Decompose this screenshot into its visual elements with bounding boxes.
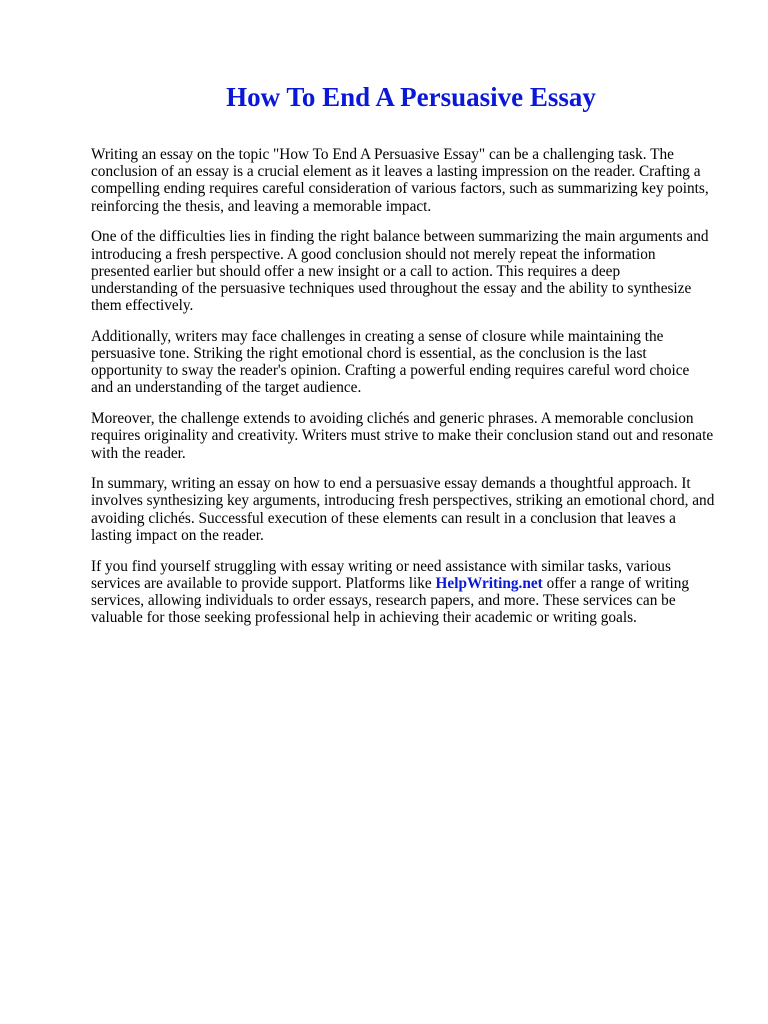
text-line: and an understanding of the target audience.	[91, 379, 362, 397]
text-line: services, allowing individuals to order essays, research papers, and more. These services can be	[91, 591, 676, 609]
text-segment: offer a range of writing	[542, 574, 690, 592]
text-line: presented earlier but should offer a new insight or a call to action. This requires a deep	[91, 262, 621, 280]
text-line: One of the difficulties lies in finding the right balance between summarizing the main arguments and	[91, 228, 709, 246]
text-line: with the reader.	[91, 444, 186, 462]
text-line: reinforcing the thesis, and leaving a memorable impact.	[91, 197, 432, 215]
paragraph-list	[91, 146, 731, 544]
text-line: In summary, writing an essay on how to end a persuasive essay demands a thoughtful approach. It	[91, 475, 691, 493]
text-line: introducing a fresh perspective. A good conclusion should not merely repeat the information	[91, 245, 656, 263]
text-line: If you find yourself struggling with essay writing or need assistance with similar tasks, various	[91, 557, 671, 575]
paragraph	[91, 475, 731, 544]
text-line: compelling ending requires careful consideration of various factors, such as summarizing key points,	[91, 180, 709, 198]
text-line: them effectively.	[91, 297, 194, 315]
text-line: persuasive tone. Striking the right emotional chord is essential, as the conclusion is the last	[91, 345, 647, 363]
paragraph	[91, 410, 731, 462]
text-line: Additionally, writers may face challenges in creating a sense of closure while maintaining the	[91, 327, 664, 345]
text-line: opportunity to sway the reader's opinion. Crafting a powerful ending requires careful word choice	[91, 362, 690, 380]
text-line: conclusion of an essay is a crucial element as it leaves a lasting impression on the reader. Crafting a	[91, 163, 701, 181]
text-line: valuable for those seeking professional help in achieving their academic or writing goals.	[91, 609, 637, 627]
final-paragraph	[91, 558, 731, 627]
paragraph	[91, 146, 731, 215]
text-segment: services are available to provide support. Platforms like	[91, 574, 436, 592]
text-line: requires originality and creativity. Writers must strive to make their conclusion stand out and resonate	[91, 427, 714, 445]
paragraph	[91, 328, 731, 397]
page-title: How To End A Persuasive Essay	[226, 82, 596, 112]
text-line: lasting impact on the reader.	[91, 526, 264, 544]
essay-body	[91, 146, 731, 640]
text-line: Writing an essay on the topic "How To End A Persuasive Essay" can be a challenging task. The	[91, 146, 674, 163]
paragraph	[91, 228, 731, 314]
text-line: avoiding clichés. Successful execution of these elements can result in a conclusion that leaves a	[91, 509, 676, 527]
text-line: involves synthesizing key arguments, introducing fresh perspectives, striking an emotional chord, and	[91, 492, 715, 510]
helpwriting-link[interactable]: HelpWriting.net	[435, 574, 543, 592]
text-line	[91, 575, 731, 592]
text-line: Moreover, the challenge extends to avoiding clichés and generic phrases. A memorable conclusion	[91, 410, 694, 428]
text-line: understanding of the persuasive techniques used throughout the essay and the ability to synthesize	[91, 279, 692, 297]
